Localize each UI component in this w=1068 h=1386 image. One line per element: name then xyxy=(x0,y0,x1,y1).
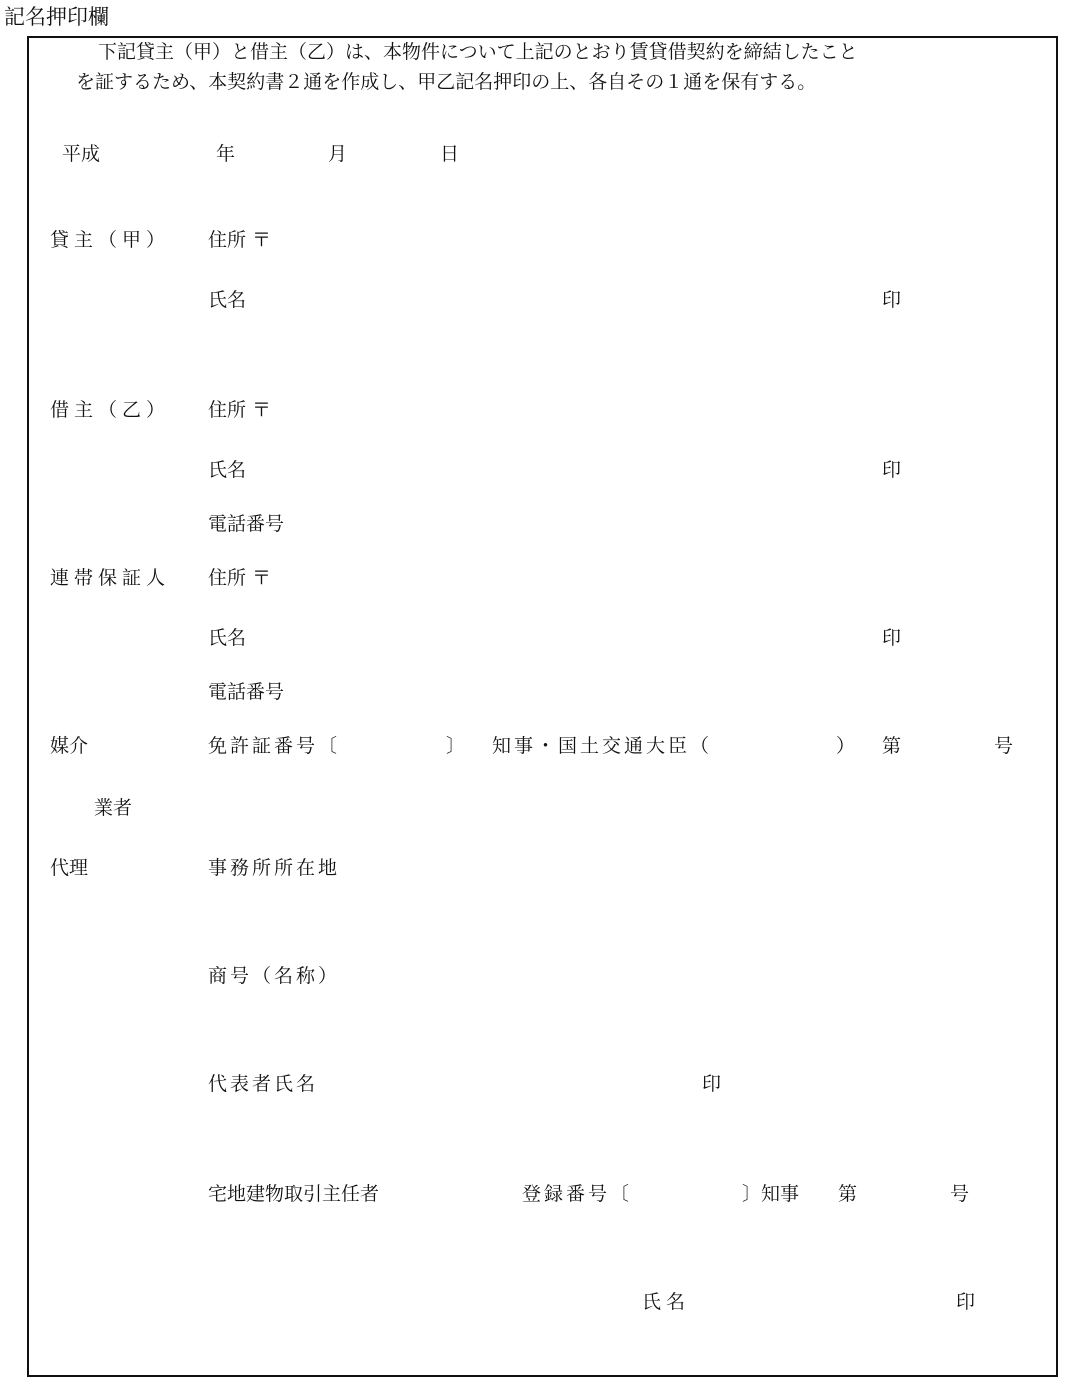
lessee-phone-label: 電話番号 xyxy=(208,513,285,535)
license-bracket-close: 〕 xyxy=(446,735,466,757)
lessee-name-label: 氏名 xyxy=(208,459,247,481)
registration-number-label: 登録番号〔 xyxy=(522,1183,633,1205)
broker-seal-mark: 印 xyxy=(956,1291,976,1313)
page-title: 記名押印欄 xyxy=(4,5,109,29)
broker-name-label: 氏名 xyxy=(642,1291,691,1313)
license-number-label: 免許証番号〔 xyxy=(208,735,341,757)
guarantor-phone-label: 電話番号 xyxy=(208,681,285,703)
representative-name-label: 代表者氏名 xyxy=(208,1073,319,1095)
guarantor-name-label: 氏名 xyxy=(208,627,247,649)
lessee-address-label: 住所 〒 xyxy=(208,399,272,421)
guarantor-seal-mark: 印 xyxy=(882,627,902,649)
registration-governor-label: 〕知事 xyxy=(742,1183,800,1205)
agent-mediation-label: 媒介 xyxy=(50,735,89,757)
registration-number-prefix: 第 xyxy=(838,1183,858,1205)
guarantor-label: 連帯保証人 xyxy=(50,567,171,589)
trade-name-label: 商号（名称） xyxy=(208,965,341,987)
lessor-address-label: 住所 〒 xyxy=(208,229,272,251)
lessor-seal-mark: 印 xyxy=(882,289,902,311)
agent-proxy-label: 代理 xyxy=(50,857,89,879)
intro-line-1: 下記貸主（甲）と借主（乙）は、本物件について上記のとおり賃貸借契約を締結したこと xyxy=(98,41,858,63)
agent-business-label: 業者 xyxy=(94,797,133,819)
registration-number-suffix: 号 xyxy=(950,1183,970,1205)
representative-seal-mark: 印 xyxy=(702,1073,722,1095)
intro-line-2: を証するため、本契約書２通を作成し、甲乙記名押印の上、各自その１通を保有する。 xyxy=(76,71,817,93)
lessor-label: 貸主（甲） xyxy=(50,229,171,251)
guarantor-address-label: 住所 〒 xyxy=(208,567,272,589)
signature-seal-box xyxy=(27,36,1058,1377)
lessor-name-label: 氏名 xyxy=(208,289,247,311)
governor-paren-close: ） xyxy=(836,735,856,757)
date-day-label: 日 xyxy=(440,143,460,165)
date-month-label: 月 xyxy=(328,143,348,165)
governor-minister-label: 知事・国土交通大臣（ xyxy=(492,735,713,757)
office-address-label: 事務所所在地 xyxy=(208,857,341,879)
license-number-suffix: 号 xyxy=(994,735,1014,757)
lessee-seal-mark: 印 xyxy=(882,459,902,481)
date-era-label: 平成 xyxy=(62,143,101,165)
license-number-prefix: 第 xyxy=(882,735,902,757)
broker-label: 宅地建物取引主任者 xyxy=(208,1183,380,1205)
lessee-label: 借主（乙） xyxy=(50,399,171,421)
date-year-label: 年 xyxy=(216,143,236,165)
